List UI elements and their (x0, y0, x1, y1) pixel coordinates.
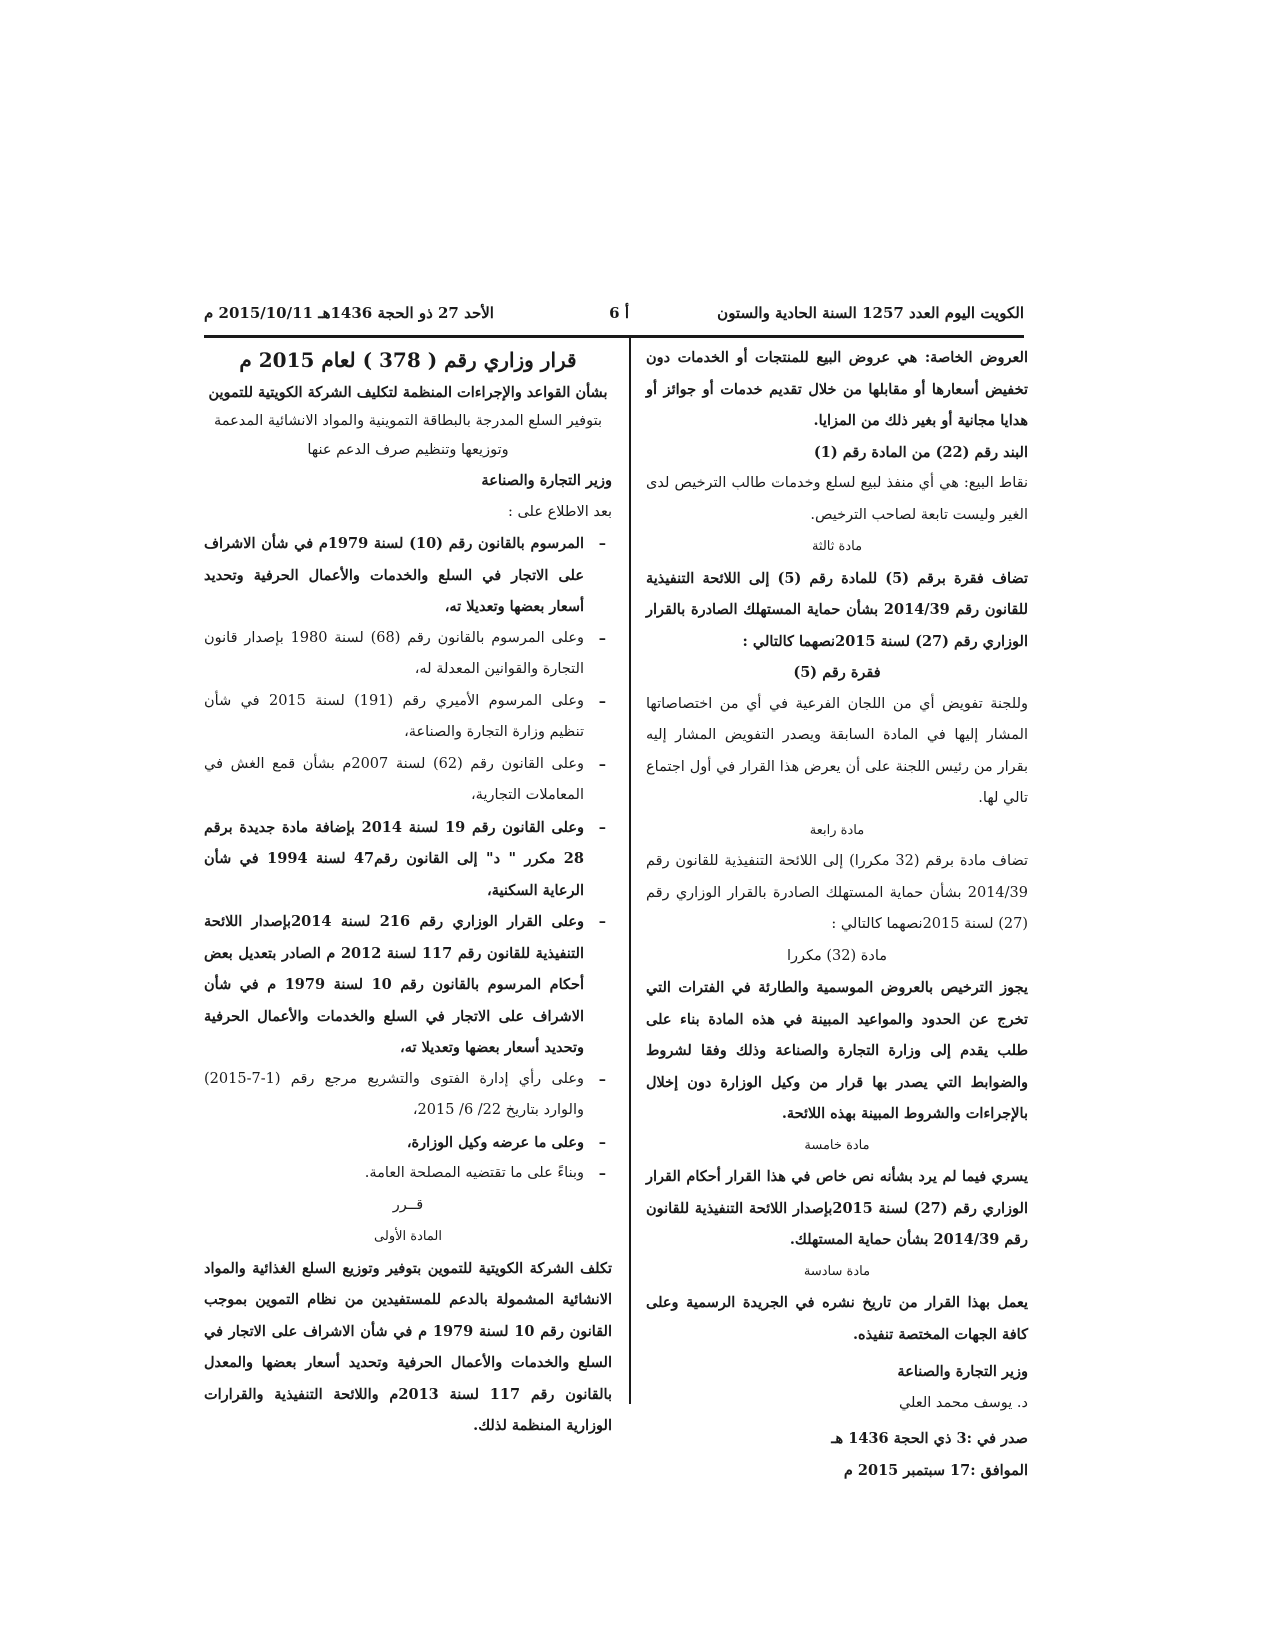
left-column (204, 342, 612, 1442)
decree-title: قرار وزاري رقم ( 378 ) لعام 2015 م (239, 348, 577, 372)
decree-subtitle-1: بشأن القواعد والإجراءات المنظمة لتكليف الشركة الكويتية للتموين (208, 384, 608, 401)
article-4-text: تضاف مادة برقم (32 مكررا) إلى اللائحة التنفيذية للقانون رقم 2014/39 بشأن حماية المستهلك الصادرة بالقرار الوزاري رقم (27) لسنة 2015نصهما كالتالي : (646, 853, 1028, 932)
list-item: – وعلى المرسوم الأميري رقم (191) لسنة 2015 في شأن تنظيم وزارة التجارة والصناعة، (204, 686, 612, 749)
signature-name: د. يوسف محمد العلي (898, 1394, 1028, 1411)
header-publication: الكويت اليوم العدد 1257 السنة الحادية والستون (717, 304, 1024, 322)
right-column (646, 342, 1028, 1486)
paragraph-5-text: وللجنة تفويض أي من اللجان الفرعية في أي من اختصاصاتها المشار إليها في المادة السابقة ويصدر التفويض المشار إليه بقرار من رئيس اللجنة على أن يعرض هذا القرار في أول اجتماع تالي لها. (646, 695, 1028, 806)
header-rule (204, 335, 1024, 338)
article-1-text: تكلف الشركة الكويتية للتموين بتوفير وتوزيع السلع الغذائية والمواد الانشائية المشمولة بالدعم للمستفيدين من نظام التموين بموجب القانون رقم 10 لسنة 1979 م في شأن الاشراف على الاتجار في السلع والخدمات والأعمال الحرفية وتحديد أسعار بعضها والمعدل بالقانون رقم 117 لسنة 2013م واللائحة التنفيذية والقرارات الوزارية المنظمة لذلك. (204, 1259, 612, 1434)
corresponding-date: الموافق :17 سبتمبر 2015 م (843, 1461, 1028, 1479)
preamble-list (204, 528, 612, 1190)
article-3-title: مادة ثالثة (811, 539, 863, 554)
list-item: – وعلى ما عرضه وكيل الوزارة، (204, 1127, 612, 1159)
column-divider (629, 338, 631, 1404)
header-date: الأحد 27 ذو الحجة 1436هـ 2015/10/11 م (204, 304, 494, 322)
decree-subtitle-2: بتوفير السلع المدرجة بالبطاقة التموينية والمواد الانشائية المدعمة (213, 413, 602, 429)
signature-title: وزير التجارة والصناعة (897, 1363, 1028, 1380)
article-1-title: المادة الأولى (374, 1229, 442, 1244)
item-22-heading: البند رقم (22) من المادة رقم (1) (813, 443, 1028, 461)
list-item: – وعلى رأي إدارة الفتوى والتشريع مرجع رقم (1-7-2015) والوارد بتاريخ 22/ 6/ 2015، (204, 1064, 612, 1127)
decided-heading: قــرر (392, 1196, 424, 1213)
article-5-title: مادة خامسة (804, 1137, 870, 1153)
issued-date: صدر في :3 ذي الحجة 1436 هـ (831, 1430, 1028, 1447)
special-offers-definition: العروض الخاصة: هي عروض البيع للمنتجات أو الخدمات دون تخفيض أسعارها أو مقابلها من خلال تقديم خدمات أو جوائز أو هدايا مجانية أو بغير ذلك من المزايا. (646, 349, 1028, 429)
list-item: – وبناءً على ما تقتضيه المصلحة العامة. (204, 1158, 612, 1190)
article-5-text: يسري فيما لم يرد بشأنه نص خاص في هذا القرار أحكام القرار الوزاري رقم (27) لسنة 2015بإصدار اللائحة التنفيذية للقانون رقم 2014/39 بشأن حماية المستهلك. (646, 1168, 1028, 1248)
list-item: – وعلى القانون رقم (62) لسنة 2007م بشأن قمع الغش في المعاملات التجارية، (204, 749, 612, 812)
article-3-text: تضاف فقرة برقم (5) للمادة رقم (5) إلى اللائحة التنفيذية للقانون رقم 2014/39 بشأن حماية المستهلك الصادرة بالقرار الوزاري رقم (27) لسنة 2015نصهما كالتالي : (646, 569, 1029, 650)
paragraph-5-title: فقرة رقم (5) (793, 664, 881, 681)
decree-subtitle-3: وتوزيعها وتنظيم صرف الدعم عنها (307, 442, 509, 458)
list-item: – وعلى القرار الوزاري رقم 216 لسنة 2014بإصدار اللائحة التنفيذية للقانون رقم 117 لسنة 2012 م الصادر بتعديل بعض أحكام المرسوم بالقانون رقم 10 لسنة 1979 م في شأن الاشراف على الاتجار في السلع والخدمات والأعمال الحرفية وتحديد أسعار بعضها وتعديلا ته، (204, 906, 612, 1064)
list-item: – وعلى القانون رقم 19 لسنة 2014 بإضافة مادة جديدة برقم 28 مكرر " د" إلى القانون رقم47 لسنة 1994 في شأن الرعاية السكنية، (204, 812, 612, 907)
article-6-title: مادة سادسة (803, 1263, 871, 1279)
list-item: – المرسوم بالقانون رقم (10) لسنة 1979م في شأن الاشراف على الاتجار في السلع والخدمات والأعمال الحرفية وتحديد أسعار بعضها وتعديلا ته، (204, 528, 612, 623)
points-of-sale-definition: نقاط البيع: هي أي منفذ لبيع لسلع وخدمات طالب الترخيص لدى الغير وليست تابعة لصاحب الترخيص. (646, 475, 1028, 523)
list-item: – وعلى المرسوم بالقانون رقم (68) لسنة 1980 بإصدار قانون التجارة والقوانين المعدلة له، (204, 623, 612, 686)
article-6-text: يعمل بهذا القرار من تاريخ نشره في الجريدة الرسمية وعلى كافة الجهات المختصة تنفيذه. (646, 1294, 1028, 1343)
page-header (204, 300, 1024, 330)
article-32-bis-title: مادة (32) مكررا (786, 947, 888, 964)
article-4-title: مادة رابعة (809, 822, 865, 838)
article-32-bis-text: يجوز الترخيص بالعروض الموسمية والطارئة في الفترات التي تخرج عن الحدود والمواعيد المبينة في هذه المادة بناء على طلب يقدم إلى وزارة التجارة والصناعة وذلك وفقا لشروط والضوابط التي يصدر بها قرار من وكيل الوزارة دون إخلال بالإجراءات والشروط المبينة بهذه اللائحة. (646, 979, 1028, 1122)
header-page-number: أ 6 (609, 304, 629, 322)
after-review-heading: بعد الاطلاع على : (507, 503, 612, 520)
minister-heading: وزير التجارة والصناعة (481, 472, 612, 489)
